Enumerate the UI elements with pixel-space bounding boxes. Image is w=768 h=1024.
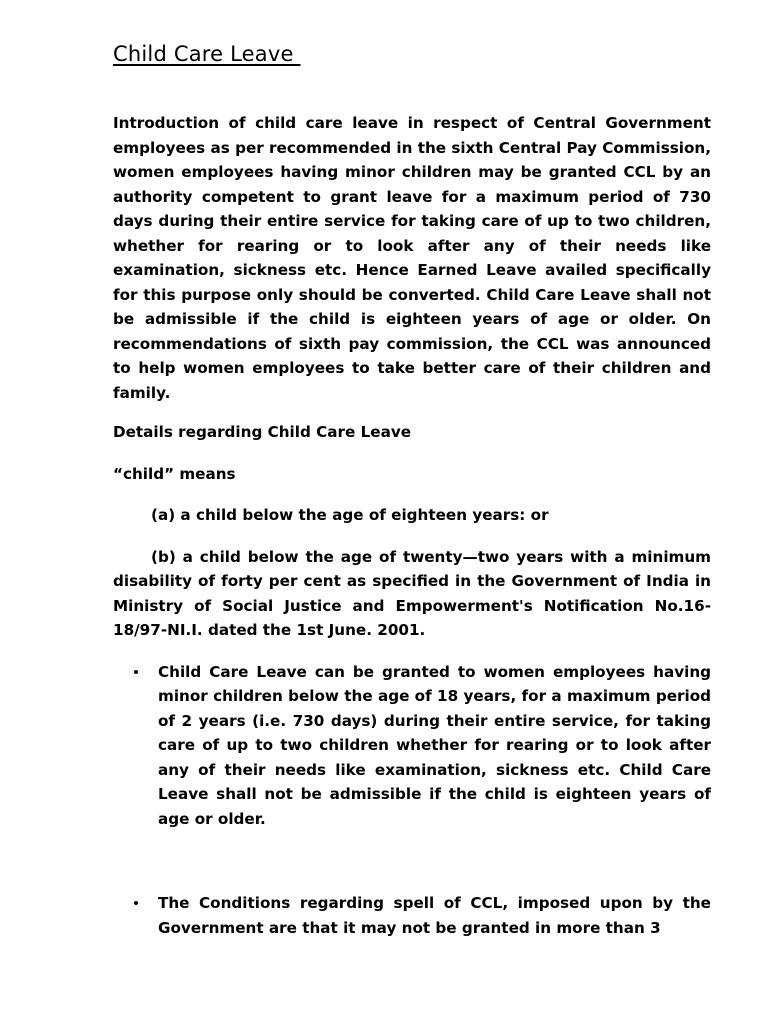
bullet-dot-icon bbox=[134, 901, 138, 905]
document-title: Child Care Leave bbox=[113, 42, 301, 66]
intro-paragraph: Introduction of child care leave in respect of Central Government employees as per recommended in the sixth Central Pay Commission, women employees having minor children may be granted CCL by an authority competent to grant leave for a maximum period of 730 days during their entire service for taking care of up to two children, whether for rearing or to look after any of their needs like examination, sickness etc. Hence Earned Leave availed specifically for this purpose only should be converted. Child Care Leave shall not be admissible if the child is eighteen years of age or older. On recommendations of sixth pay commission, the CCL was announced to help women employees to take better care of their children and family. bbox=[113, 114, 711, 402]
bullet-text: Child Care Leave can be granted to women employees having minor children below the age of 18 years, for a maximum period of 2 years (i.e. 730 days) during their entire service, for taking care of up to two children whether for rearing or to look after any of their needs like examination, sickness etc. Child Care Leave shall not be admissible if the child is eighteen years of age or older. bbox=[158, 662, 711, 828]
definition-item-a: (a) a child below the age of eighteen years: or bbox=[151, 506, 549, 524]
document-page bbox=[113, 36, 711, 940]
bullet-item bbox=[113, 660, 711, 832]
definition-item-b: (b) a child below the age of twenty—two years with a minimum disability of forty per cent as specified in the Government of India in Ministry of Social Justice and Empowerment's Notification No.16-18/97-NI.I. dated the 1st June. 2001. bbox=[113, 547, 711, 639]
bullet-item bbox=[113, 891, 711, 940]
details-heading: Details regarding Child Care Leave bbox=[113, 423, 412, 441]
child-definition: “child” means bbox=[113, 464, 236, 483]
bullet-text: The Conditions regarding spell of CCL, imposed upon by the Government are that it may not be granted in more than 3 bbox=[158, 894, 711, 937]
bullet-dot-icon bbox=[134, 670, 138, 674]
bullet-list bbox=[113, 660, 711, 941]
